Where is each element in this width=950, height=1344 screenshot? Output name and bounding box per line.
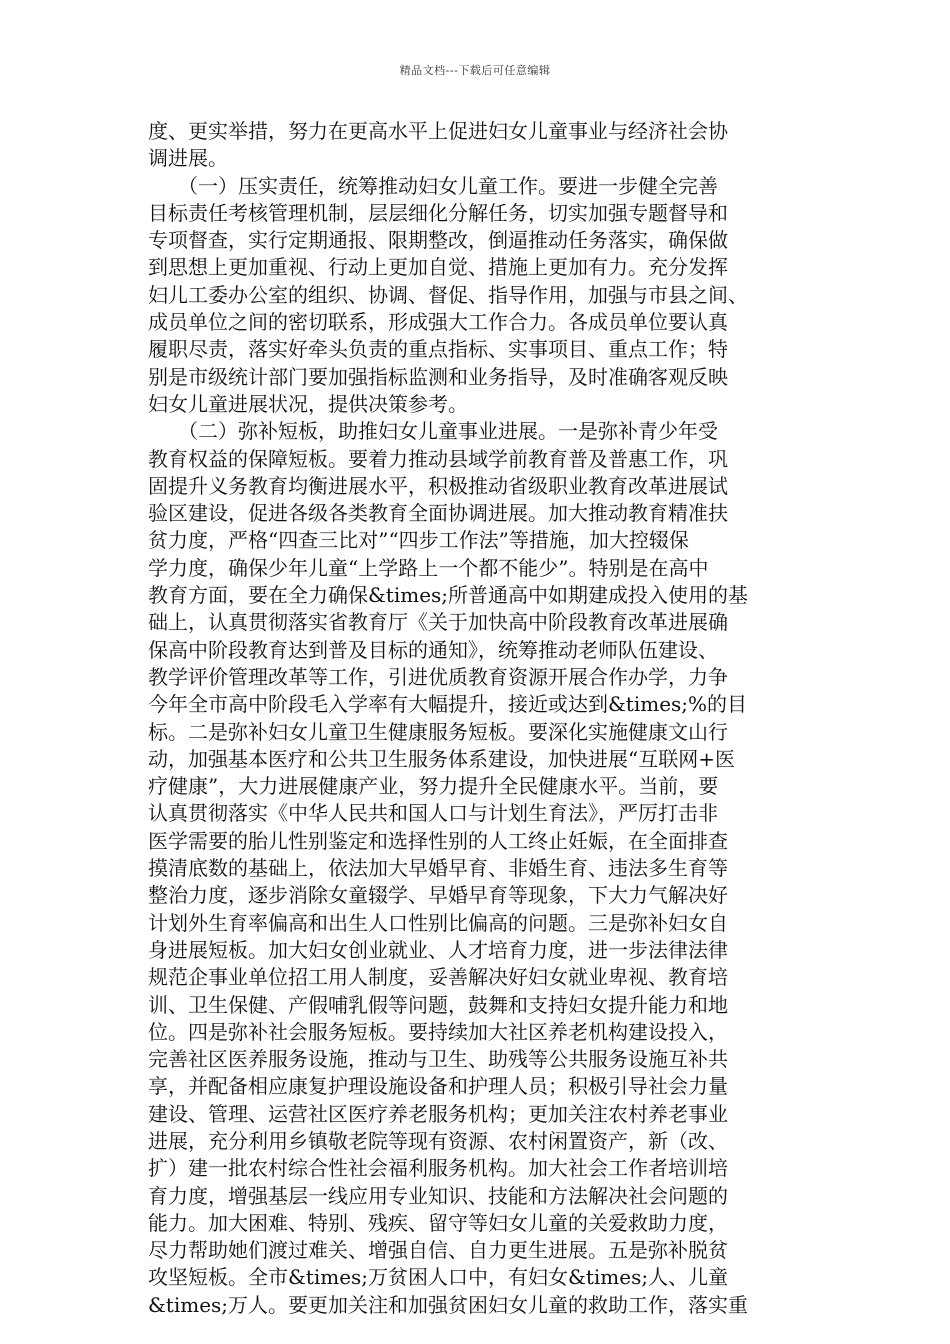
text-line: 建设、管理、运营社区医疗养老服务机构；更加关注农村养老事业 — [148, 1101, 728, 1126]
text-line: 目标责任考核管理机制，层层细化分解任务，切实加强专题督导和 — [148, 200, 728, 225]
text-line: 认真贯彻落实《中华人民共和国人口与计划生育法》，严厉打击非 — [148, 801, 718, 826]
text-line: 育力度，增强基层一线应用专业知识、技能和方法解决社会问题的 — [148, 1183, 728, 1208]
text-line: 攻坚短板。全市&times;万贫困人口中，有妇女&times;人、儿童 — [148, 1265, 729, 1290]
text-line: （一）压实责任，统筹推动妇女儿童工作。要进一步健全完善 — [148, 173, 718, 198]
text-line: 医学需要的胎儿性别鉴定和选择性别的人工终止妊娠，在全面排查 — [148, 828, 728, 853]
text-line: 摸清底数的基础上，依法加大早婚早育、非婚生育、违法多生育等 — [148, 856, 728, 881]
text-line: 身进展短板。加大妇女创业就业、人才培育力度，进一步法律法律 — [148, 937, 728, 962]
text-line: 尽力帮助她们渡过难关、增强自信、自力更生进展。五是弥补脱贫 — [148, 1238, 728, 1263]
text-line: 保高中阶段教育达到普及目标的通知》，统筹推动老师队伍建设、 — [148, 637, 718, 662]
text-line: 验区建设，促进各级各类教育全面协调进展。加大推动教育精准扶 — [148, 501, 728, 526]
text-line: 贫力度，严格“四查三比对”“四步工作法”等措施，加大控辍保 — [148, 528, 689, 553]
text-line: 享，并配备相应康复护理设施设备和护理人员；积极引导社会力量 — [148, 1074, 728, 1099]
text-line: 进展，充分利用乡镇敬老院等现有资源、农村闲置资产，新（改、 — [148, 1128, 728, 1153]
document-body — [148, 118, 808, 1319]
text-line: 今年全市高中阶段毛入学率有大幅提升，接近或达到&times;%的目 — [148, 692, 748, 717]
text-line: 调进展。 — [148, 146, 228, 171]
text-line: 规范企事业单位招工用人制度，妥善解决好妇女就业卑视、教育培 — [148, 965, 728, 990]
text-line: 完善社区医养服务设施，推动与卫生、助残等公共服务设施互补共 — [148, 1047, 728, 1072]
text-line: 别是市级统计部门要加强指标监测和业务指导，及时准确客观反映 — [148, 364, 728, 389]
text-line: 学力度，确保少年儿童“上学路上一个都不能少”。特别是在高中 — [148, 555, 709, 580]
text-line: 教学评价管理改革等工作，引进优质教育资源开展合作办学，力争 — [148, 664, 728, 689]
text-line: 专项督查，实行定期通报、限期整改，倒逼推动任务落实，确保做 — [148, 228, 728, 253]
text-line: 能力。加大困难、特别、残疾、留守等妇女儿童的关爱救助力度， — [148, 1210, 728, 1235]
text-line: 成员单位之间的密切联系，形成强大工作合力。各成员单位要认真 — [148, 310, 728, 335]
text-line: 位。四是弥补社会服务短板。要持续加大社区养老机构建设投入， — [148, 1019, 728, 1044]
text-line: 础上，认真贯彻落实省教育厅《关于加快高中阶段教育改革进展确 — [148, 610, 728, 635]
text-line: 履职尽责，落实好牵头负责的重点指标、实事项目、重点工作；特 — [148, 337, 728, 362]
text-line: 扩）建一批农村综合性社会福利服务机构。加大社会工作者培训培 — [148, 1156, 728, 1181]
page-header: 精品文档---下载后可任意编辑 — [399, 64, 551, 77]
text-line: 到思想上更加重视、行动上更加自觉、措施上更加有力。充分发挥 — [148, 255, 728, 280]
text-line: 度、更实举措，努力在更高水平上促进妇女儿童事业与经济社会协 — [148, 119, 728, 143]
text-line: 疗健康”，大力进展健康产业，努力提升全民健康水平。当前，要 — [148, 774, 719, 799]
text-line: 训、卫生保健、产假哺乳假等问题，鼓舞和支持妇女提升能力和地 — [148, 992, 728, 1017]
text-line: 妇女儿童进展状况，提供决策参考。 — [148, 391, 468, 416]
text-line: 教育权益的保障短板。要着力推动县域学前教育普及普惠工作，巩 — [148, 446, 728, 471]
text-line: （二）弥补短板，助推妇女儿童事业进展。一是弥补青少年受 — [148, 419, 718, 444]
text-line: 计划外生育率偏高和出生人口性别比偏高的问题。三是弥补妇女自 — [148, 910, 728, 935]
text-line: 教育方面，要在全力确保&times;所普通高中如期建成投入使用的基 — [148, 583, 749, 608]
text-line: 妇儿工委办公室的组织、协调、督促、指导作用，加强与市县之间、 — [148, 282, 748, 307]
text-line: 标。二是弥补妇女儿童卫生健康服务短板。要深化实施健康文山行 — [148, 719, 728, 744]
text-line: 固提升义务教育均衡进展水平，积极推动省级职业教育改革进展试 — [148, 473, 728, 498]
text-line: 整治力度，逐步消除女童辍学、早婚早育等现象，下大力气解决好 — [148, 883, 728, 908]
text-line: &times;万人。要更加关注和加强贫困妇女儿童的救助工作，落实重 — [148, 1292, 749, 1317]
text-line: 动，加强基本医疗和公共卫生服务体系建设，加快进展“互联网+医 — [148, 746, 735, 771]
